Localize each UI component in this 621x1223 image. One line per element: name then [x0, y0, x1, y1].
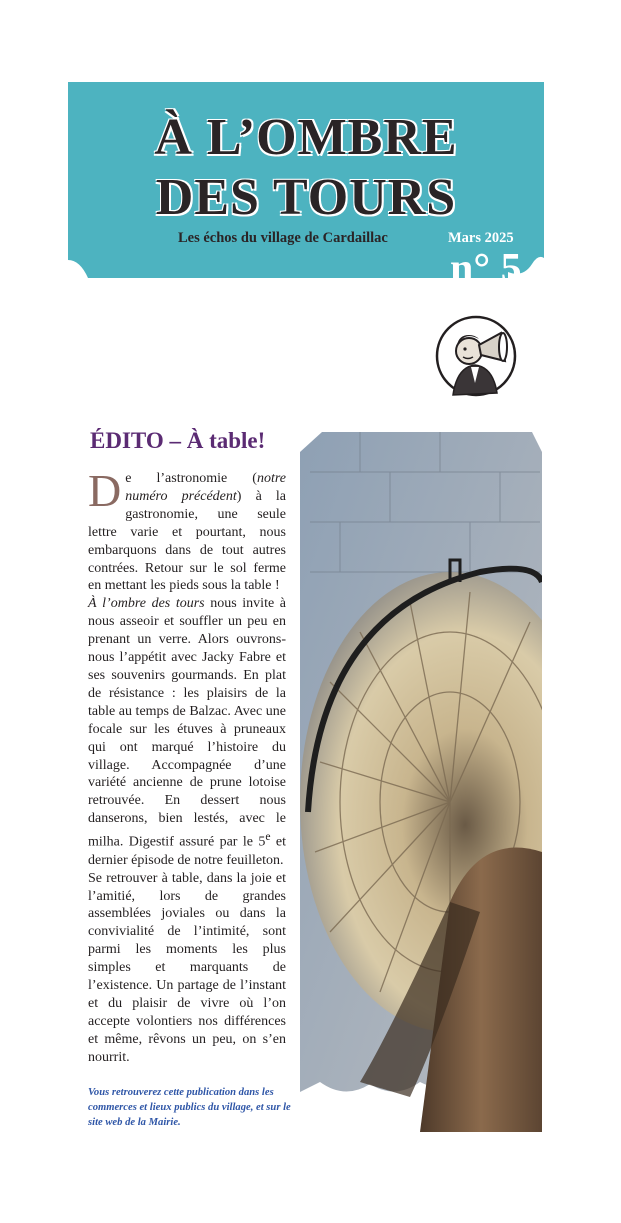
masthead-subtitle: Les échos du village de Cardaillac: [178, 230, 388, 246]
town-crier-with-megaphone-icon: [435, 315, 517, 397]
edito-paragraph-3: Se retrouver à table, dans la joie et l’amitié, lors de grandes assemblées joviales ou dans la convivialité de l’intimité, sont parmi les moments les plus simples et marquants de l’existence. Un partage de l’instant et du plaisir de vivre où l’on accepte volontiers nos différences et même, rêvons un peu, on s’en nourrit.: [88, 870, 286, 1065]
spiral-staircase-photo: [300, 432, 542, 1132]
masthead-title-line2: DES TOURS: [155, 169, 457, 226]
footnote: Vous retrouverez cette publication dans les commerces et lieux publics du village, et sur le site web de la Mairie.: [88, 1087, 291, 1128]
issue-number: n° 5: [450, 246, 522, 292]
edito-paragraph-2: À l’ombre des tours nous invite à nous asseoir et souffler un peu en prenant un verre. Alors ouvrons-nous l’appétit avec Jacky Fabre et ses souvenirs gourmands. En plat de résistance : les plaisirs de la table au temps de Balzac. Avec une focale sur les étuves à pruneaux qui ont marqué l’histoire du village. Accompagnée d’une variété ancienne de prune lotoise retrouvée. En dessert nous danserons, bien lestés, avec le milha. Digestif assuré par le 5e et dernier épisode de notre feuilleton.: [88, 596, 286, 868]
issue-date: Mars 2025: [448, 230, 514, 246]
edito-body: [88, 465, 286, 1067]
masthead: [68, 82, 544, 292]
edito-title: ÉDITO – À table!: [90, 428, 266, 453]
masthead-title-line1: À L’OMBRE: [154, 109, 458, 166]
edito-paragraph-1: De l’astronomie (notre numéro précédent) à la gastronomie, une seule lettre varie et pourtant, nous embarquons dans de tout autres contrées. Retour sur le sol ferme en mettant les pieds sous la table !: [88, 465, 286, 594]
drop-cap: D: [88, 465, 122, 516]
